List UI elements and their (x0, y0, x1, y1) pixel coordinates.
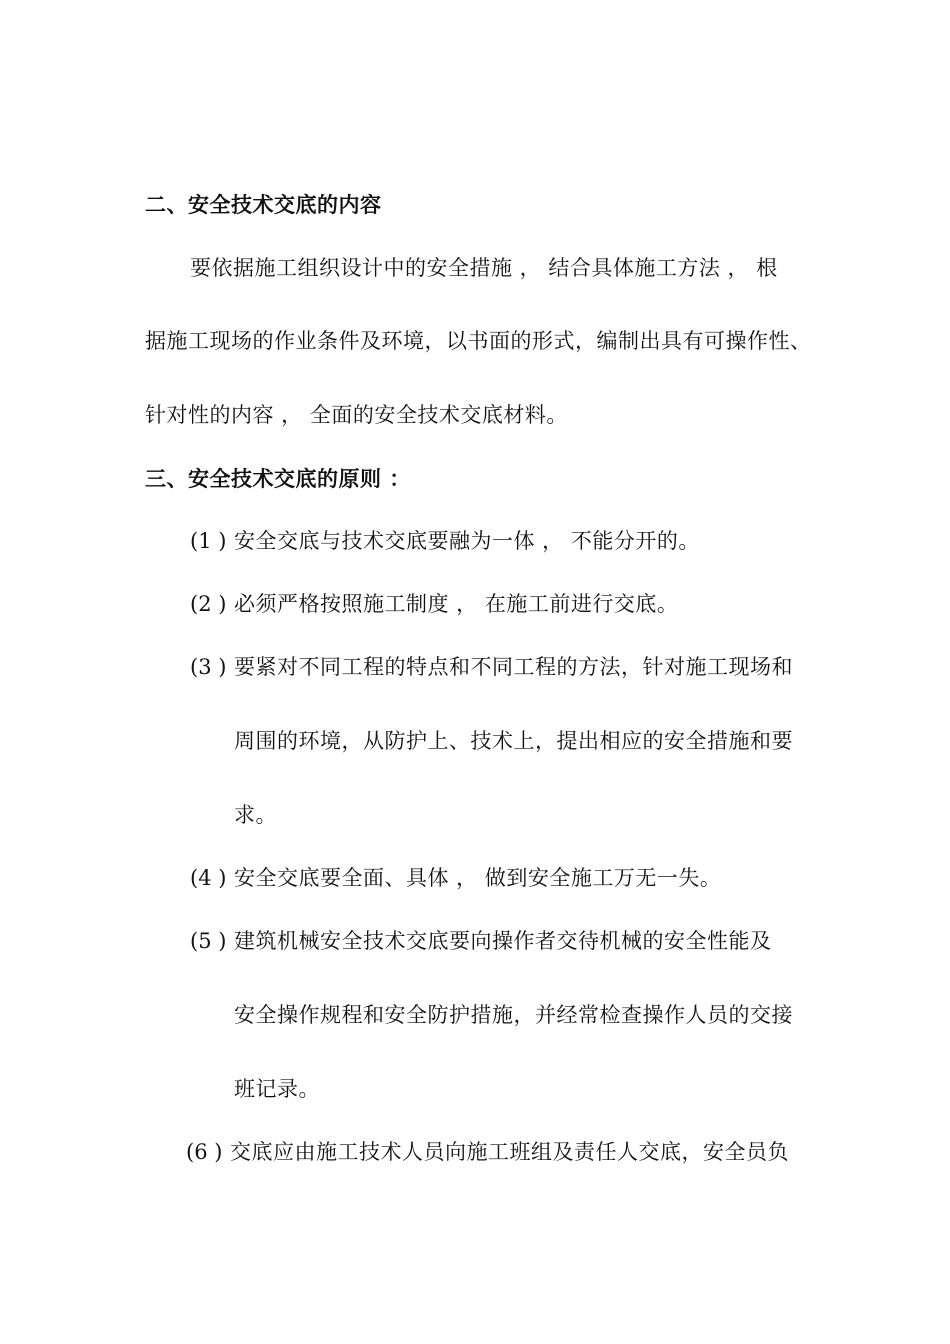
item-text-continuation: 班记录。 (234, 1077, 320, 1101)
list-item (190, 589, 678, 619)
item-text: 安全交底要全面、具体 ， 做到安全施工万无一失。 (234, 866, 722, 890)
paragraph-line: 要依据施工组织设计中的安全措施 ， 结合具体施工方法 ， 根 (190, 256, 778, 280)
list-item (190, 863, 721, 893)
item-text: 交底应由施工技术人员向施工班组及责任人交底，安全员负 (230, 1140, 789, 1164)
item-number: (5 ) (190, 929, 227, 953)
list-item (190, 526, 700, 556)
list-item (186, 1137, 789, 1167)
item-text: 安全交底与技术交底要融为一体 ， 不能分开的。 (234, 529, 700, 553)
item-text: 要紧对不同工程的特点和不同工程的方法，针对施工现场和 (234, 655, 793, 679)
item-number: (4 ) (190, 866, 227, 890)
item-number: (3 ) (190, 655, 227, 679)
item-text-continuation: 周围的环境，从防护上、技术上，提出相应的安全措施和要 (234, 729, 793, 753)
item-text: 建筑机械安全技术交底要向操作者交待机械的安全性能及 (234, 929, 772, 953)
item-text-continuation: 求。 (234, 803, 277, 827)
item-number: (2 ) (190, 592, 227, 616)
item-text: 必须严格按照施工制度 ， 在施工前进行交底。 (234, 592, 679, 616)
section-heading: 二、安全技术交底的内容 (145, 193, 382, 217)
list-item (190, 926, 772, 956)
paragraph-line: 据施工现场的作业条件及环境，以书面的形式，编制出具有可操作性、 (145, 329, 812, 353)
section-heading: 三、安全技术交底的原则 ： (145, 467, 411, 491)
item-number: (1 ) (190, 529, 227, 553)
item-text-continuation: 安全操作规程和安全防护措施，并经常检查操作人员的交接 (234, 1003, 793, 1027)
item-number: (6 ) (186, 1140, 223, 1164)
list-item (190, 652, 793, 682)
paragraph-line: 针对性的内容 ， 全面的安全技术交底材料。 (145, 403, 568, 427)
